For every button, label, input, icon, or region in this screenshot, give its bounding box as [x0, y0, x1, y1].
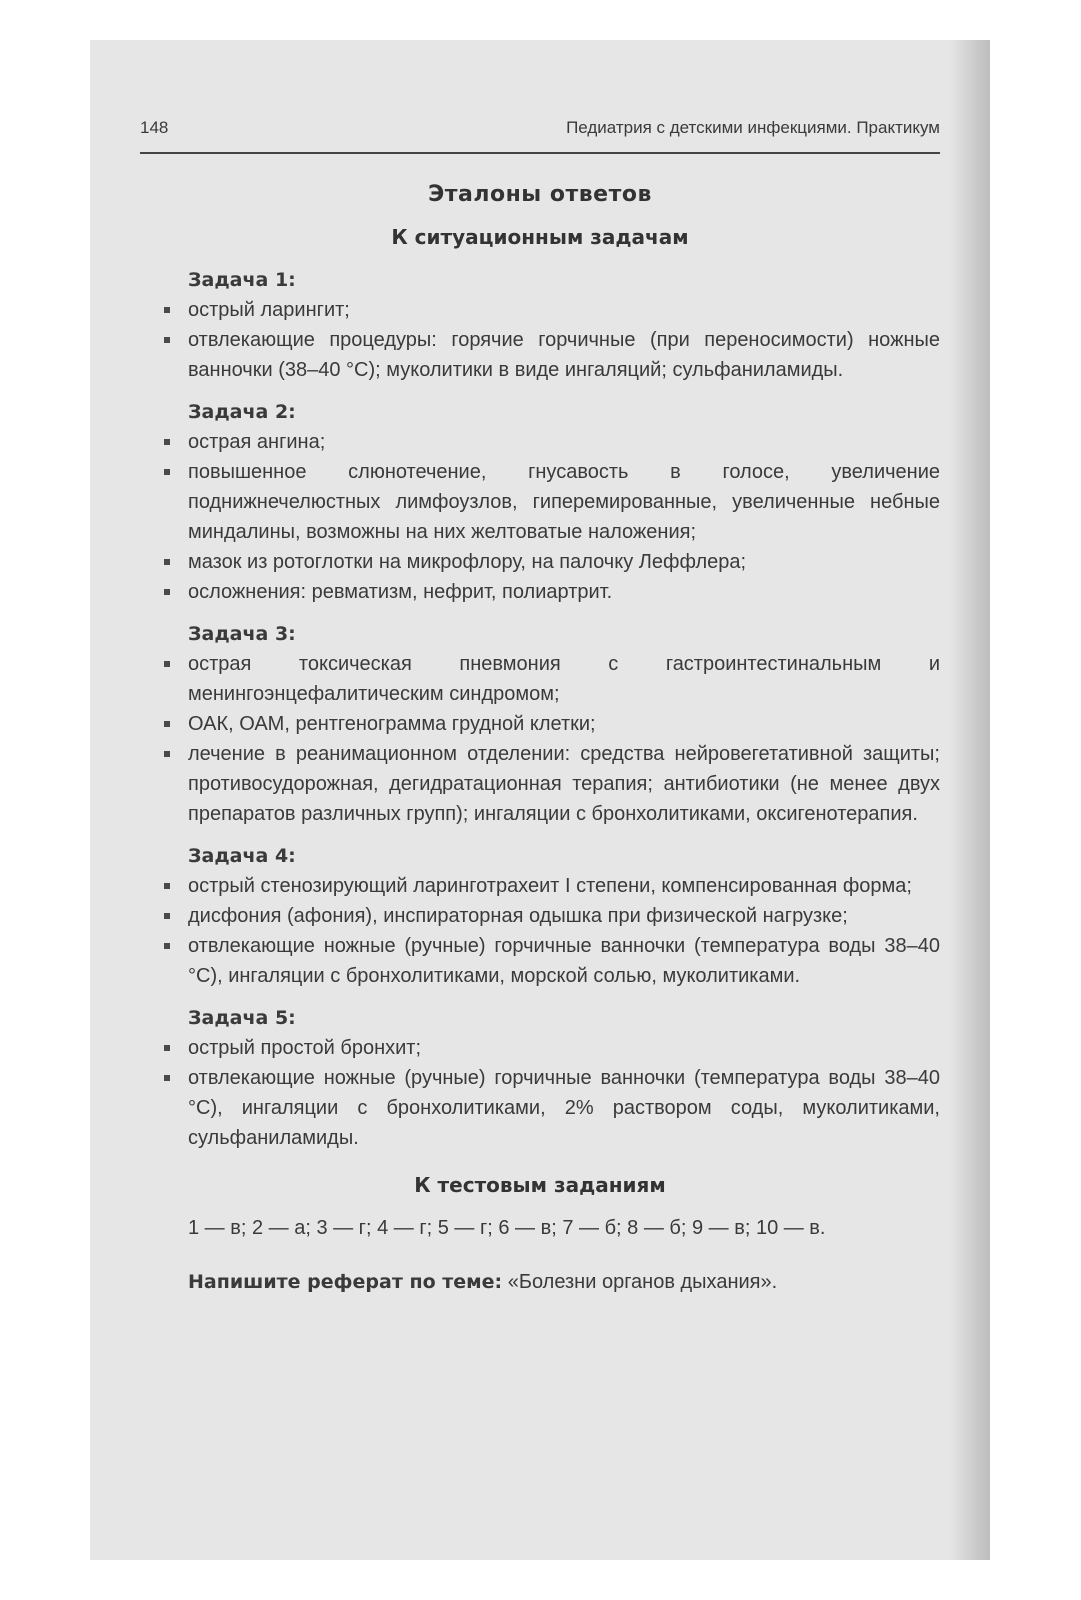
running-title: Педиатрия с детскими инфекциями. Практикум — [566, 118, 940, 137]
task-block — [140, 619, 940, 829]
answer-item — [140, 577, 940, 607]
answer-item — [140, 325, 940, 385]
square-bullet-icon — [164, 439, 170, 445]
answer-text: ОАК, ОАМ, рентгенограмма грудной клетки; — [188, 713, 596, 735]
task-title: Задача 3: — [188, 623, 296, 645]
page-header — [140, 118, 940, 154]
answer-list — [140, 649, 940, 829]
square-bullet-icon — [164, 943, 170, 949]
answer-text: отвлекающие процедуры: горячие горчичные (при переносимости) ножные ванночки (38–40 °С); муколитики в виде ингаляций; сульфаниламиды. — [188, 329, 940, 381]
answer-text: отвлекающие ножные (ручные) горчичные ванночки (температура воды 38–40 °С), ингаляции с бронхолитиками, морской солью, муколитиками. — [188, 935, 940, 987]
answer-text: острый стенозирующий ларинготрахеит I степени, компенсированная форма; — [188, 875, 912, 897]
essay-assignment — [188, 1267, 940, 1297]
task-title: Задача 4: — [188, 845, 296, 867]
answer-text: острая ангина; — [188, 431, 326, 453]
square-bullet-icon — [164, 721, 170, 727]
task-block — [140, 1003, 940, 1153]
answer-item — [140, 649, 940, 709]
answer-item — [140, 427, 940, 457]
square-bullet-icon — [164, 661, 170, 667]
answer-text: осложнения: ревматизм, нефрит, полиартрит. — [188, 581, 613, 603]
section-heading-tests: К тестовым заданиям — [414, 1173, 666, 1197]
square-bullet-icon — [164, 883, 170, 889]
page-content — [140, 182, 940, 1297]
task-title: Задача 5: — [188, 1007, 296, 1029]
section-heading-tasks: К ситуационным задачам — [391, 225, 689, 249]
answer-list — [140, 427, 940, 607]
answer-item — [140, 1033, 940, 1063]
test-answers: 1 — в; 2 — а; 3 — г; 4 — г; 5 — г; 6 — в; 7 — б; 8 — б; 9 — в; 10 — в. — [188, 1217, 826, 1239]
answer-text: лечение в реанимационном отделении: средства нейровегетативной защиты; противосудорожная, дегидратационная терапия; антибиотики (не менее двух препаратов различных групп); ингаляции с бронхолитиками, оксигенотерапия. — [188, 743, 940, 825]
answer-text: дисфония (афония), инспираторная одышка при физической нагрузке; — [188, 905, 848, 927]
essay-label: Напишите реферат по теме: — [188, 1271, 503, 1293]
answer-text: отвлекающие ножные (ручные) горчичные ванночки (температура воды 38–40 °С), ингаляции с бронхолитиками, 2% раствором соды, муколитиками, сульфаниламиды. — [188, 1067, 940, 1149]
answer-text: острая токсическая пневмония с гастроинтестинальным и менингоэнцефалитическим синдромом; — [188, 653, 940, 705]
page-title: Эталоны ответов — [428, 182, 652, 207]
task-title: Задача 2: — [188, 401, 296, 423]
answer-item — [140, 871, 940, 901]
answer-text: повышенное слюнотечение, гнусавость в голосе, увеличение поднижнечелюстных лимфоузлов, гиперемированные, увеличенные небные миндалины, возможны на них желтоватые наложения; — [188, 461, 940, 543]
task-block — [140, 397, 940, 607]
answer-item — [140, 901, 940, 931]
answer-item — [140, 931, 940, 991]
answer-item — [140, 1063, 940, 1153]
task-block — [140, 265, 940, 385]
answer-item — [140, 547, 940, 577]
book-page — [90, 40, 990, 1560]
square-bullet-icon — [164, 307, 170, 313]
square-bullet-icon — [164, 1045, 170, 1051]
answer-list — [140, 295, 940, 385]
answer-text: мазок из ротоглотки на микрофлору, на палочку Леффлера; — [188, 551, 747, 573]
task-block — [140, 841, 940, 991]
answer-text: острый ларингит; — [188, 299, 350, 321]
answer-item — [140, 739, 940, 829]
square-bullet-icon — [164, 469, 170, 475]
task-title: Задача 1: — [188, 269, 296, 291]
page-number: 148 — [140, 118, 169, 137]
square-bullet-icon — [164, 913, 170, 919]
essay-topic: «Болезни органов дыхания». — [502, 1271, 778, 1293]
square-bullet-icon — [164, 337, 170, 343]
answer-item — [140, 295, 940, 325]
square-bullet-icon — [164, 751, 170, 757]
square-bullet-icon — [164, 559, 170, 565]
answer-list — [140, 871, 940, 991]
answer-item — [140, 457, 940, 547]
answer-list — [140, 1033, 940, 1153]
square-bullet-icon — [164, 589, 170, 595]
answer-item — [140, 709, 940, 739]
answer-text: острый простой бронхит; — [188, 1037, 422, 1059]
square-bullet-icon — [164, 1075, 170, 1081]
task-list — [140, 265, 940, 1153]
